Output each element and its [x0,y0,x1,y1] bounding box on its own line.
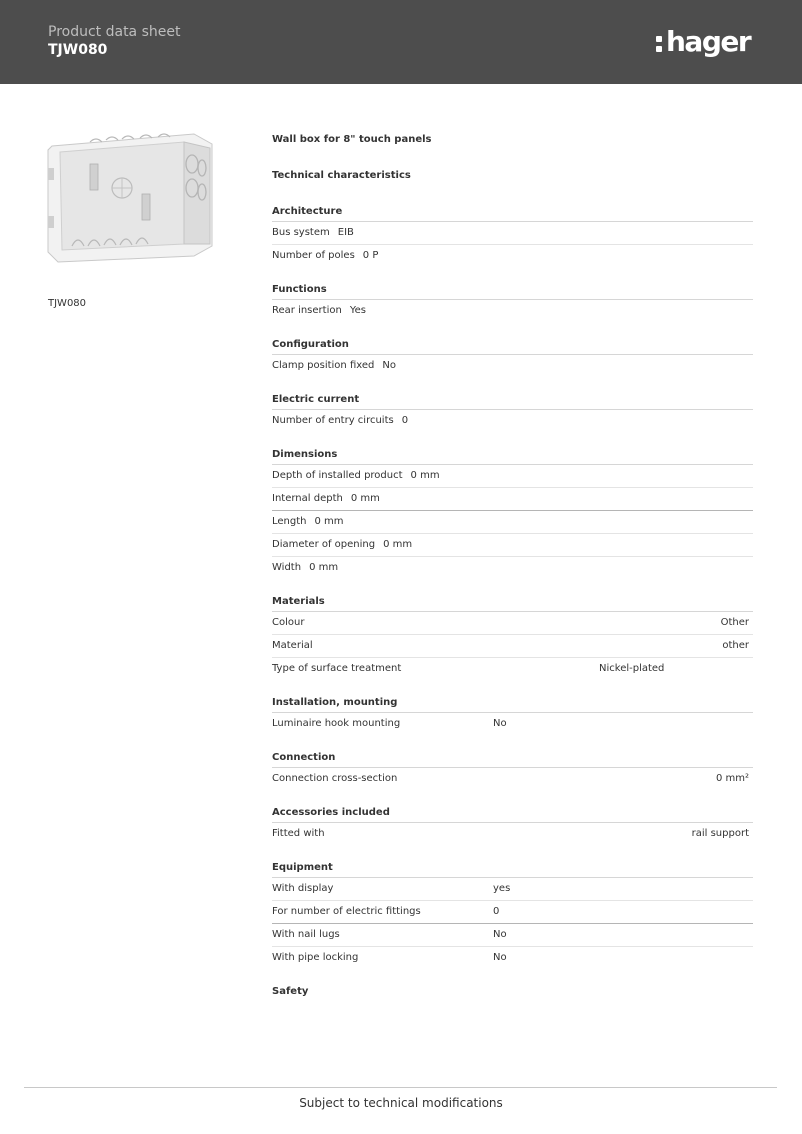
footer-divider [24,1087,777,1088]
spec-row [272,355,753,378]
spec-row [272,823,753,846]
spec-row [272,878,753,901]
spec-label: Material [272,640,313,651]
spec-value: rail support [691,828,749,839]
spec-label: Fitted with [272,828,325,839]
section-installation-mounting [272,695,753,736]
section-functions [272,282,753,323]
section-dimensions [272,447,753,580]
spec-value: other [722,640,749,651]
spec-row [272,924,753,947]
spec-row [272,635,753,658]
spec-row [272,612,753,635]
data-sheet [272,133,753,1016]
product-reference-title: TJW080 [48,42,108,58]
spec-label: Diameter of opening [272,539,376,550]
section-title: Connection [272,750,753,768]
section-materials [272,594,753,681]
spec-label: Type of surface treatment [272,663,402,674]
spec-label: Colour [272,617,305,628]
spec-label: Connection cross-section [272,773,398,784]
spec-value: 0 [493,906,500,917]
spec-label: Length [272,516,307,527]
spec-row [272,511,753,534]
spec-label: Luminaire hook mounting [272,718,401,729]
spec-value: 0 mm [410,470,440,481]
section-title: Safety [272,986,309,997]
spec-value: yes [493,883,511,894]
spec-row [272,713,753,736]
spec-label: With pipe locking [272,952,359,963]
spec-value: 0 mm [314,516,344,527]
product-image-caption: TJW080 [48,298,87,309]
section-title: Dimensions [272,447,753,465]
spec-row [272,557,753,580]
product-image [44,128,214,266]
spec-value: 0 [401,415,409,426]
spec-value: Yes [349,305,366,316]
spec-label: Depth of installed product [272,470,403,481]
spec-value: 0 P [362,250,379,261]
spec-value: 0 mm [383,539,413,550]
spec-row [272,488,753,511]
section-title: Electric current [272,392,753,410]
document-type: Product data sheet [48,24,181,40]
spec-value: No [493,929,507,940]
spec-value: 0 mm [309,562,339,573]
spec-value: No [382,360,396,371]
spec-row [272,947,753,970]
spec-row [272,768,753,791]
section-safety [272,984,753,1002]
spec-label: Rear insertion [272,305,342,316]
spec-label: With display [272,883,334,894]
spec-value: No [493,952,507,963]
section-connection [272,750,753,791]
section-title: Installation, mounting [272,695,753,713]
spec-row [272,222,753,245]
spec-value: Nickel-plated [599,663,665,674]
spec-label: Width [272,562,302,573]
section-title: Accessories included [272,805,753,823]
spec-value: 0 mm [350,493,380,504]
spec-row [272,245,753,268]
spec-label: With nail lugs [272,929,340,940]
spec-value: EIB [337,227,354,238]
logo-wordmark: hager [666,25,751,58]
spec-value: Other [720,617,749,628]
spec-row [272,465,753,488]
spec-row [272,658,753,681]
spec-row [272,300,753,323]
section-title: Functions [272,282,753,300]
section-electric-current [272,392,753,433]
spec-value: No [493,718,507,729]
spec-label: Internal depth [272,493,343,504]
spec-label: Number of entry circuits [272,415,394,426]
technical-characteristics-heading: Technical characteristics [272,170,411,181]
product-description: Wall box for 8" touch panels [272,134,432,145]
spec-row [272,901,753,924]
spec-row [272,410,753,433]
logo-colon-icon [656,31,663,53]
spec-value: 0 mm² [715,773,749,784]
section-architecture [272,204,753,268]
section-accessories-included [272,805,753,846]
spec-label: Bus system [272,227,330,238]
section-equipment [272,860,753,970]
footer-note: Subject to technical modifications [299,1096,503,1110]
section-title: Configuration [272,337,753,355]
header-bar [0,0,802,84]
section-title: Architecture [272,204,753,222]
hager-logo [656,24,750,60]
spec-label: Number of poles [272,250,355,261]
section-configuration [272,337,753,378]
section-title: Equipment [272,860,753,878]
spec-row [272,534,753,557]
spec-label: Clamp position fixed [272,360,375,371]
section-title: Materials [272,594,753,612]
spec-label: For number of electric fittings [272,906,421,917]
